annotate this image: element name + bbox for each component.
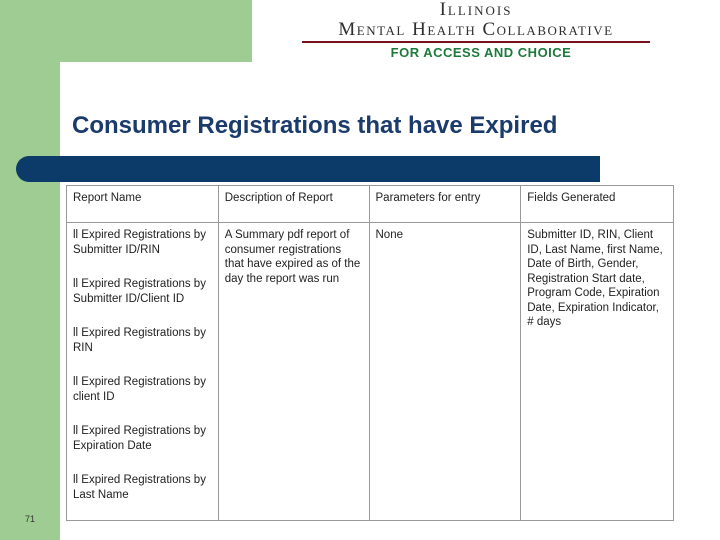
title-bar: [16, 156, 600, 182]
header-report-name: Report Name: [67, 186, 219, 223]
page-number: 71: [25, 514, 36, 524]
list-item: ll Expired Registrations by Submitter ID/Client ID: [73, 278, 206, 305]
logo-tagline: FOR ACCESS AND CHOICE: [390, 45, 572, 60]
fields-cell: Submitter ID, RIN, Client ID, Last Name, first Name, Date of Birth, Gender, Registration Start date, Program Code, Expiration Date, Expiration Indicator, # days: [521, 223, 674, 521]
header-description: Description of Report: [218, 186, 369, 223]
content-corner: [60, 62, 100, 102]
report-names-cell: [67, 223, 219, 521]
description-cell: A Summary pdf report of consumer registrations that have expired as of the day the report was run: [218, 223, 369, 521]
top-green-band: [0, 0, 252, 62]
parameters-cell: None: [369, 223, 521, 521]
table-header-row: [67, 186, 674, 223]
list-item: ll Expired Registrations by Last Name: [73, 474, 206, 501]
logo-line-1: Illinois: [439, 0, 513, 20]
list-item: ll Expired Registrations by RIN: [73, 327, 206, 354]
header-parameters: Parameters for entry: [369, 186, 521, 223]
logo-rule: [302, 41, 650, 43]
report-table: [66, 185, 674, 521]
logo-line-2: Mental Health Collaborative: [338, 19, 614, 40]
table-row: [67, 223, 674, 521]
list-item: ll Expired Registrations by Expiration Date: [73, 425, 206, 452]
list-item: ll Expired Registrations by client ID: [73, 376, 206, 403]
collaborative-logo: [296, 0, 656, 70]
left-green-band: [0, 0, 60, 540]
list-item: ll Expired Registrations by Submitter ID/RIN: [73, 229, 206, 256]
slide-title: Consumer Registrations that have Expired: [72, 112, 558, 139]
header-fields: Fields Generated: [521, 186, 674, 223]
